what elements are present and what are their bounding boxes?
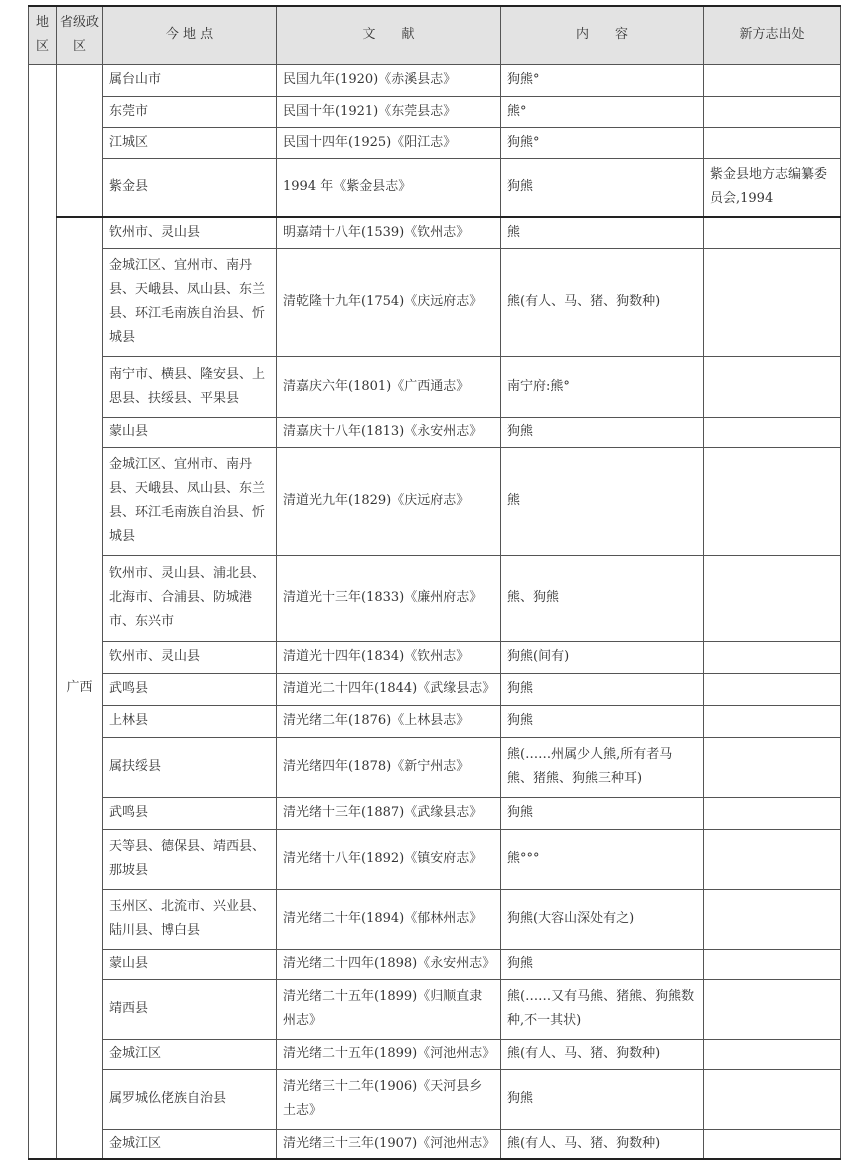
content-cell: 狗熊 [501,949,704,979]
table-row [29,127,841,158]
source-cell [704,64,841,96]
place-cell: 上林县 [103,705,277,737]
document-cell: 清光绪二年(1876)《上林县志》 [277,705,501,737]
content-cell: 狗熊 [501,417,704,447]
source-cell [704,979,841,1039]
source-cell [704,1069,841,1129]
document-cell: 清嘉庆六年(1801)《广西通志》 [277,356,501,417]
place-cell: 武鸣县 [103,797,277,829]
gazetteer-table [28,5,841,1160]
source-cell [704,797,841,829]
region-cell [29,64,57,1159]
content-cell: 狗熊(间有) [501,641,704,673]
document-cell: 清道光十四年(1834)《钦州志》 [277,641,501,673]
place-cell: 武鸣县 [103,673,277,705]
source-cell [704,1129,841,1159]
document-cell: 民国十年(1921)《东莞县志》 [277,96,501,127]
place-cell: 紫金县 [103,158,277,217]
document-cell: 清光绪二十年(1894)《郁林州志》 [277,889,501,949]
source-cell [704,555,841,641]
source-cell: 紫金县地方志编纂委员会,1994 [704,158,841,217]
content-cell: 熊(有人、马、猪、狗数种) [501,248,704,356]
content-cell: 熊 [501,217,704,248]
source-cell [704,1039,841,1069]
place-cell: 玉州区、北流市、兴业县、陆川县、博白县 [103,889,277,949]
document-cell: 清光绪二十五年(1899)《归顺直隶州志》 [277,979,501,1039]
place-cell: 钦州市、灵山县、浦北县、北海市、合浦县、防城港市、东兴市 [103,555,277,641]
document-cell: 清光绪二十四年(1898)《永安州志》 [277,949,501,979]
source-cell [704,673,841,705]
content-cell: 狗熊° [501,127,704,158]
content-cell: 熊°°° [501,829,704,889]
source-cell [704,737,841,797]
document-cell: 清光绪十八年(1892)《镇安府志》 [277,829,501,889]
table-row [29,555,841,641]
content-cell: 熊(……州属少人熊,所有者马熊、猪熊、狗熊三种耳) [501,737,704,797]
document-cell: 清道光二十四年(1844)《武缘县志》 [277,673,501,705]
place-cell: 金城江区、宜州市、南丹县、天峨县、凤山县、东兰县、环江毛南族自治县、忻城县 [103,447,277,555]
place-cell: 蒙山县 [103,417,277,447]
place-cell: 钦州市、灵山县 [103,217,277,248]
place-cell: 金城江区 [103,1129,277,1159]
content-cell: 狗熊° [501,64,704,96]
content-cell: 狗熊(大容山深处有之) [501,889,704,949]
document-cell: 清乾隆十九年(1754)《庆远府志》 [277,248,501,356]
source-cell [704,127,841,158]
content-cell: 狗熊 [501,158,704,217]
place-cell: 天等县、德保县、靖西县、那坡县 [103,829,277,889]
document-cell: 清道光九年(1829)《庆远府志》 [277,447,501,555]
table-row [29,949,841,979]
place-cell: 南宁市、横县、隆安县、上思县、扶绥县、平果县 [103,356,277,417]
content-cell: 狗熊 [501,797,704,829]
source-cell [704,949,841,979]
header-source: 新方志出处 [704,6,841,64]
table-row [29,979,841,1039]
document-cell: 清嘉庆十八年(1813)《永安州志》 [277,417,501,447]
source-cell [704,705,841,737]
table-row [29,797,841,829]
content-cell: 熊(……又有马熊、猪熊、狗熊数种,不一其状) [501,979,704,1039]
header-content: 内 容 [501,6,704,64]
content-cell: 熊(有人、马、猪、狗数种) [501,1039,704,1069]
header-province: 省级政区 [57,6,103,64]
table-row [29,829,841,889]
table-row [29,1069,841,1129]
table-row [29,447,841,555]
table-row [29,64,841,96]
document-cell: 清光绪四年(1878)《新宁州志》 [277,737,501,797]
place-cell: 属扶绥县 [103,737,277,797]
province-cell-guangxi: 广西 [57,217,103,1159]
province-cell-guangdong [57,64,103,217]
source-cell [704,889,841,949]
place-cell: 江城区 [103,127,277,158]
table-row [29,356,841,417]
source-cell [704,217,841,248]
place-cell: 金城江区 [103,1039,277,1069]
header-region: 地区 [29,6,57,64]
content-cell: 狗熊 [501,673,704,705]
place-cell: 钦州市、灵山县 [103,641,277,673]
content-cell: 熊、狗熊 [501,555,704,641]
source-cell [704,356,841,417]
content-cell: 南宁府:熊° [501,356,704,417]
table-row [29,673,841,705]
document-cell: 清光绪十三年(1887)《武缘县志》 [277,797,501,829]
header-place: 今 地 点 [103,6,277,64]
content-cell: 熊 [501,447,704,555]
table-row [29,217,841,248]
table-row [29,737,841,797]
table-row [29,1039,841,1069]
document-cell: 明嘉靖十八年(1539)《钦州志》 [277,217,501,248]
header-row [29,6,841,64]
source-cell [704,248,841,356]
document-cell: 清光绪三十三年(1907)《河池州志》 [277,1129,501,1159]
document-cell: 民国十四年(1925)《阳江志》 [277,127,501,158]
place-cell: 东莞市 [103,96,277,127]
place-cell: 靖西县 [103,979,277,1039]
document-cell: 民国九年(1920)《赤溪县志》 [277,64,501,96]
content-cell: 狗熊 [501,705,704,737]
document-cell: 1994 年《紫金县志》 [277,158,501,217]
source-cell [704,447,841,555]
source-cell [704,641,841,673]
table-row [29,889,841,949]
place-cell: 属台山市 [103,64,277,96]
table-row [29,641,841,673]
place-cell: 蒙山县 [103,949,277,979]
source-cell [704,829,841,889]
table-row [29,96,841,127]
source-cell [704,417,841,447]
document-cell: 清道光十三年(1833)《廉州府志》 [277,555,501,641]
table-row [29,1129,841,1159]
document-cell: 清光绪三十二年(1906)《天河县乡土志》 [277,1069,501,1129]
content-cell: 熊° [501,96,704,127]
place-cell: 金城江区、宜州市、南丹县、天峨县、凤山县、东兰县、环江毛南族自治县、忻城县 [103,248,277,356]
table-row [29,158,841,217]
header-document: 文 献 [277,6,501,64]
content-cell: 狗熊 [501,1069,704,1129]
source-cell [704,96,841,127]
table-row [29,417,841,447]
place-cell: 属罗城仫佬族自治县 [103,1069,277,1129]
content-cell: 熊(有人、马、猪、狗数种) [501,1129,704,1159]
table-row [29,248,841,356]
document-cell: 清光绪二十五年(1899)《河池州志》 [277,1039,501,1069]
table-row [29,705,841,737]
